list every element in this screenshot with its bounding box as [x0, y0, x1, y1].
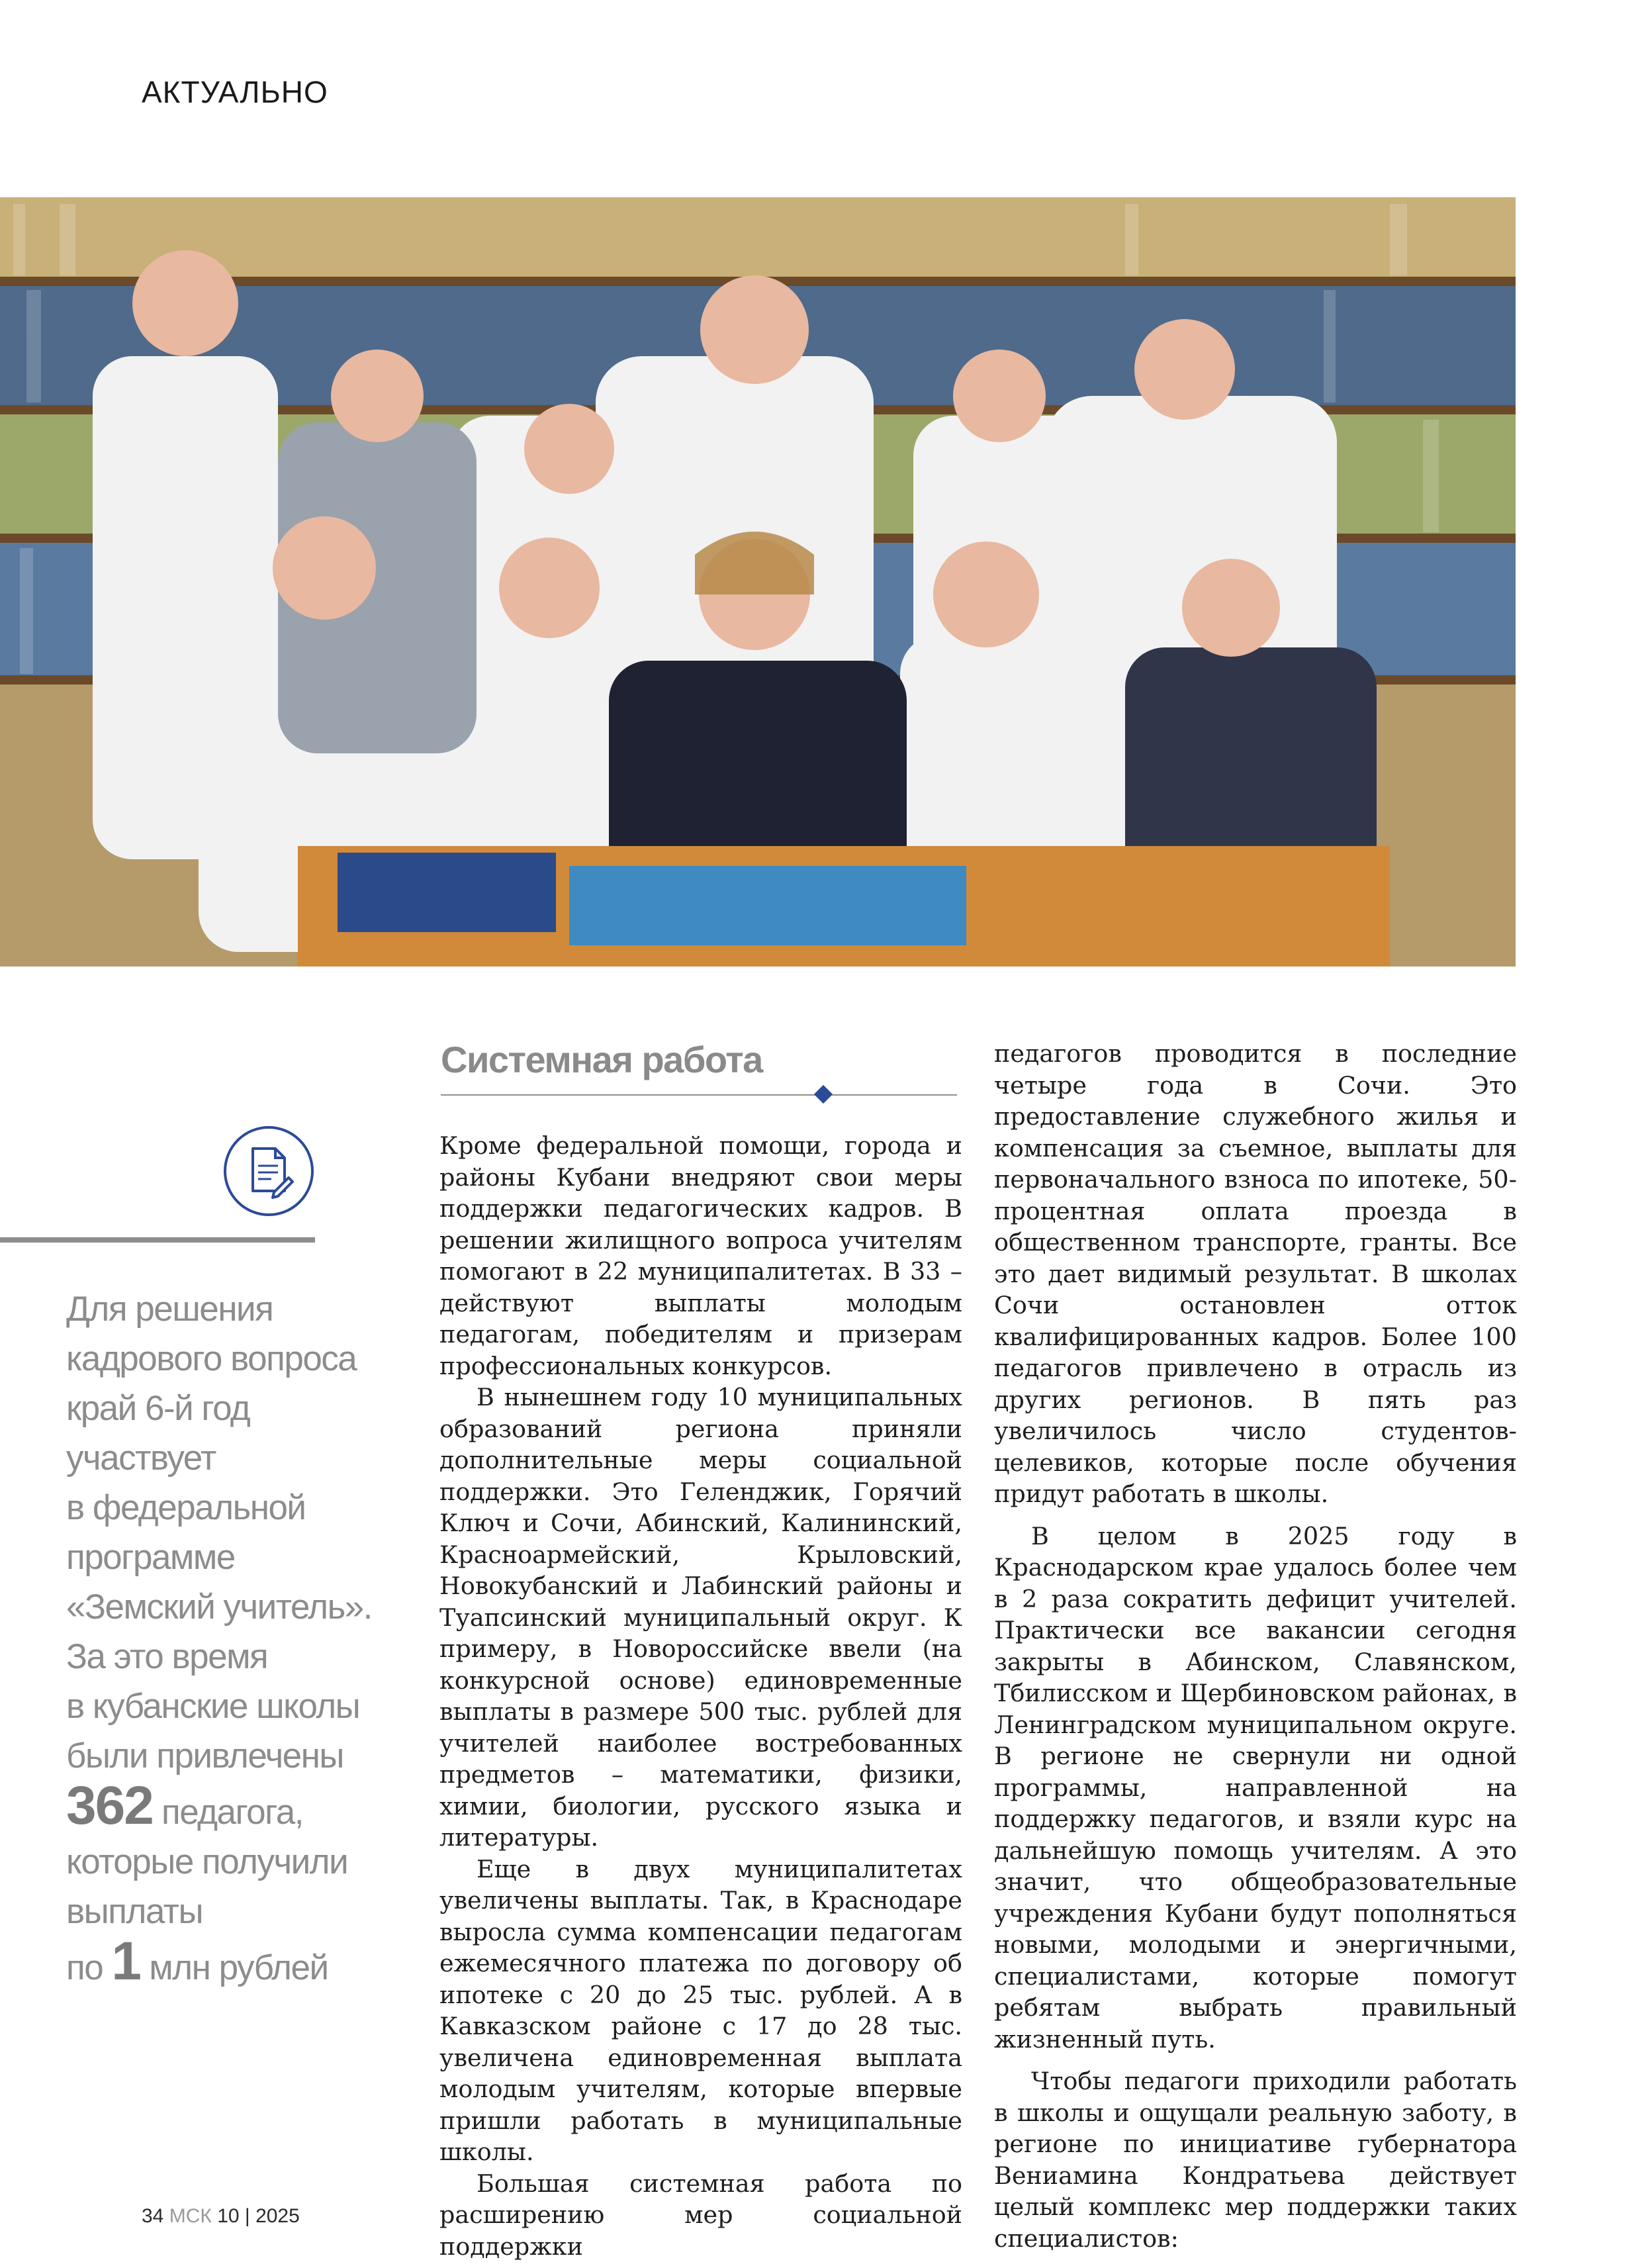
page-number: 34	[142, 2205, 164, 2227]
magazine-name: МСК	[169, 2205, 212, 2227]
sidebar-count-number: 362	[66, 1775, 153, 1836]
group-photo	[0, 197, 1516, 967]
sidebar-count-text: педагога,	[152, 1793, 303, 1832]
article-heading: Системная работа	[441, 1039, 762, 1080]
sidebar-sum-line	[66, 1931, 344, 1993]
sidebar-line: выплаты	[66, 1892, 203, 1931]
article-paragraph: В целом в 2025 году в Краснодарском крае удалось более чем в 2 раза сократить дефицит учителей. Практически все вакансии сегодня закрыты в Абинском, Славянском, Тбилисском и Щербиновском районах, в Ленинградском муниципальном округе. В регионе не свернули ни одной программы, направленной на поддержку педагогов, и взяли курс на дальнейшую помощь учителям. А это значит, что общеобразовательные учреждения Кубани будут пополняться новыми, молодыми и энергичными, специалистами, которые помогут ребятам выбрать правильный жизненный путь.	[994, 1521, 1517, 2054]
sidebar-rule	[0, 1237, 315, 1243]
article-column-1	[439, 1130, 962, 2262]
issue-number: 10	[217, 2205, 240, 2227]
sidebar-sum-text: млн рублей	[140, 1948, 328, 1987]
section-label: АКТУАЛЬНО	[142, 75, 328, 109]
sidebar-sum-prefix: по	[66, 1948, 112, 1987]
issue-year: 2025	[255, 2205, 300, 2227]
sidebar-line: участвует	[66, 1439, 216, 1478]
sidebar-line: которые получили	[66, 1842, 348, 1881]
sidebar-count-line	[66, 1775, 344, 1837]
article-paragraph: В нынешнем году 10 муниципальных образований региона приняли дополнительные меры социальной поддержки. Это Геленджик, Горячий Ключ и Сочи, Абинский, Калининский, Красноармейский, Крыловский, Новокубанский и Лабинский районы и Туапсинский муниципальный округ. К примеру, в Новороссийске ввели (на конкурсной основе) единовременные выплаты в размере 500 тыс. рублей для учителей наиболее востребованных предметов – математики, физики, химии, биологии, русского языка и литературы.	[439, 1383, 962, 1852]
sidebar-line: Для решения	[66, 1290, 273, 1329]
sidebar-line: программе	[66, 1538, 235, 1577]
article-paragraph: Большая системная работа по расширению мер социальной поддержки	[439, 2169, 962, 2261]
document-pen-icon-glyph	[226, 1129, 311, 1213]
footer-separator: |	[244, 2205, 250, 2227]
sidebar-line: За это время	[66, 1637, 268, 1676]
sidebar-line: край 6-й год	[66, 1389, 250, 1428]
article-paragraph: Кроме федеральной помощи, города и районы Кубани внедряют свои меры поддержки педагогических кадров. В решении жилищного вопроса учителям помогают в 22 муниципалитетах. В 33 – действуют выплаты молодым педагогам, победителям и призерам профессиональных конкурсов.	[439, 1131, 962, 1380]
sidebar-sum-number: 1	[111, 1931, 141, 1991]
article-column-2	[994, 1038, 1517, 2254]
article-paragraph: Чтобы педагоги приходили работать в школы и ощущали реальную заботу, в регионе по инициативе губернатора Вениамина Кондратьева действует целый комплекс мер поддержки таких специалистов:	[994, 2067, 1517, 2253]
heading-rule	[441, 1094, 957, 1096]
document-pen-icon	[224, 1126, 314, 1216]
sidebar-line: в кубанские школы	[66, 1687, 360, 1726]
sidebar-line: были привлечены	[66, 1736, 344, 1775]
sidebar-line: «Земский учитель».	[66, 1587, 372, 1627]
article-paragraph: педагогов проводится в последние четыре года в Сочи. Это предоставление служебного жилья и компенсация за съемное, выплаты для первоначального взноса по ипотеке, 50-процентная оплата проезда в общественном транспорте, гранты. Все это дает видимый результат. В школах Сочи остановлен отток квалифицированных кадров. Более 100 педагогов привлечено в отрасль из других регионов. В пять раз увеличилось число студентов-целевиков, которые после обучения придут работать в школы.	[994, 1039, 1517, 1508]
group-photo-image	[0, 197, 1516, 967]
page-footer	[142, 2205, 300, 2228]
heading-diamond-ornament	[814, 1085, 833, 1104]
sidebar-callout	[66, 1284, 372, 1993]
sidebar-line: в федеральной	[66, 1488, 306, 1527]
article-paragraph: Еще в двух муниципалитетах увеличены выплаты. Так, в Краснодаре выросла сумма компенсации педагогам ежемесячного платежа по договору об ипотеке с 20 до 25 тыс. рублей. А в Кавказском районе с 17 до 28 тыс. увеличена единовременная выплата молодым учителям, которые впервые пришли работать в муниципальные школы.	[439, 1854, 962, 2166]
sidebar-line: кадрового вопроса	[66, 1339, 357, 1378]
